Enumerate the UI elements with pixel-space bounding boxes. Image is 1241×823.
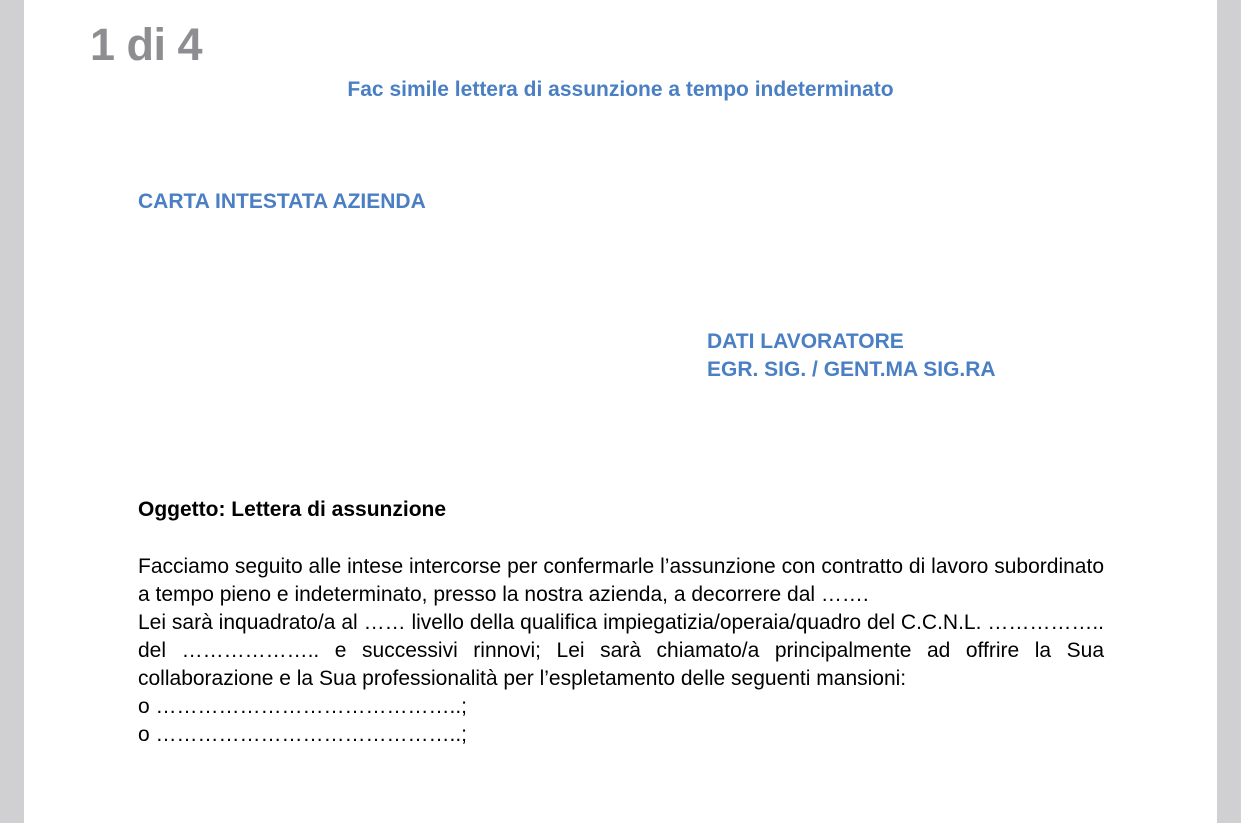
letter-subject: Oggetto: Lettera di assunzione xyxy=(138,498,447,521)
document-title: Fac simile lettera di assunzione a tempo indeterminato xyxy=(347,78,894,101)
letterhead-placeholder: CARTA INTESTATA AZIENDA xyxy=(138,190,426,213)
page-indicator: 1 di 4 xyxy=(90,19,203,70)
body-paragraph-2: Lei sarà inquadrato/a al …… livello della qualifica impiegatizia/operaia/quadro del C.C.N.L. …………….. del ……………….. e successivi rinnovi; Lei sarà chiamato/a principalmente ad offrire la Sua collaborazione e la Sua professionalità per l’espletamento delle seguenti mansioni: xyxy=(138,611,1104,690)
viewer-left-margin xyxy=(0,0,24,823)
recipient-line-2: EGR. SIG. / GENT.MA SIG.RA xyxy=(707,358,996,381)
duty-bullet-1: o ……………………………………..; xyxy=(138,695,468,718)
letter-body xyxy=(138,553,1104,749)
recipient-block xyxy=(707,328,996,384)
viewer-right-margin xyxy=(1217,0,1241,823)
recipient-line-1: DATI LAVORATORE xyxy=(707,330,904,353)
body-paragraph-1: Facciamo seguito alle intese intercorse per confermarle l’assunzione con contratto di lavoro subordinato a tempo pieno e indeterminato, presso la nostra azienda, a decorrere dal ……. xyxy=(138,555,1104,606)
duty-bullet-2: o ……………………………………..; xyxy=(138,723,468,746)
